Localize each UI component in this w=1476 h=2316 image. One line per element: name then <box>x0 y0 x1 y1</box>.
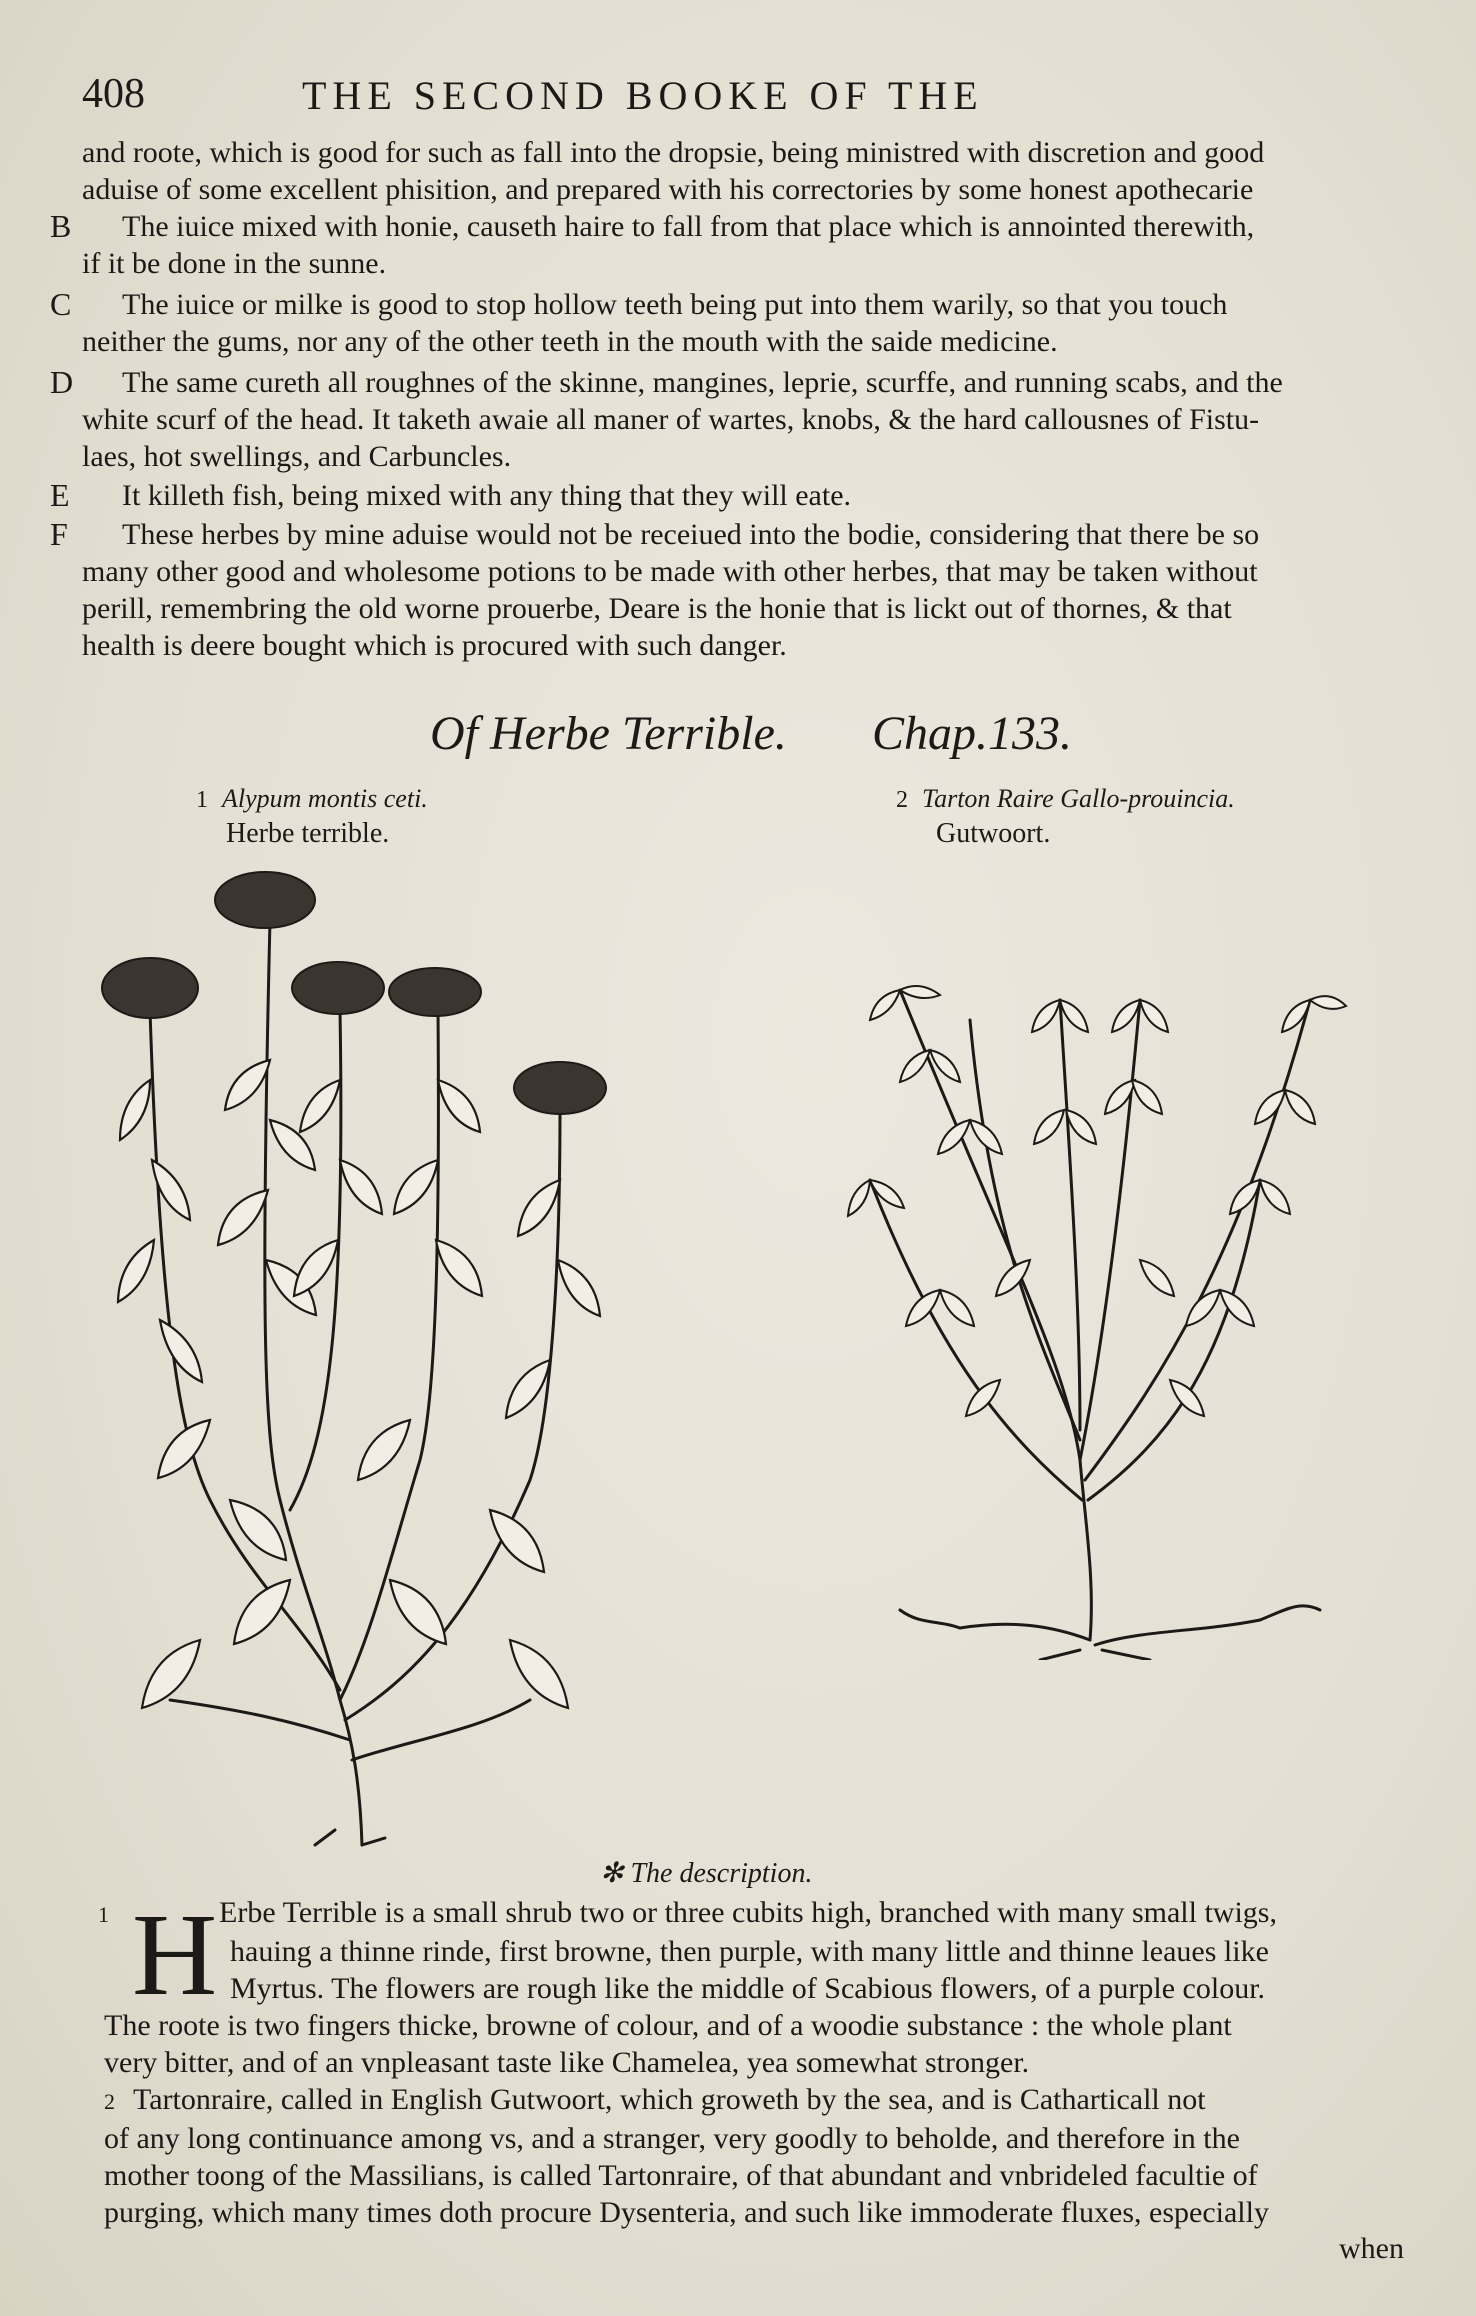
text-line: The iuice mixed with honie, causeth haire to fall from that place which is annointed therewith, <box>122 210 1255 243</box>
figure-english-name: Gutwoort. <box>936 818 1051 849</box>
text-line: very bitter, and of an vnpleasant taste like Chamelea, yea somewhat stronger. <box>104 2046 1030 2079</box>
figure-caption-1 <box>196 782 428 851</box>
text-line: white scurf of the head. It taketh awaie all maner of wartes, knobs, & the hard callousnes of Fistu- <box>82 403 1260 436</box>
chapter-title: Of Herbe Terrible. <box>430 707 787 760</box>
text-line: The iuice or milke is good to stop hollow teeth being put into them warily, so that you touch <box>122 288 1228 321</box>
figure-number: 1 <box>196 787 208 813</box>
chapter-number: Chap.133. <box>872 707 1073 760</box>
paragraph-marker: B <box>50 208 72 244</box>
figure-number: 2 <box>896 787 908 813</box>
paragraph-c <box>50 286 1412 360</box>
text-line: mother toong of the Massilians, is called Tartonraire, of that abundant and vnbrideled facultie of <box>104 2159 1258 2192</box>
text-line: perill, remembring the old worne prouerbe, Deare is the honie that is lickt out of thornes, & that <box>82 592 1232 625</box>
paragraph-marker: E <box>50 477 70 513</box>
description-text <box>98 1889 1418 2231</box>
paragraph-marker: F <box>50 516 68 552</box>
text-line: health is deere bought which is procured with such danger. <box>82 629 787 662</box>
text-line: and roote, which is good for such as fall into the dropsie, being ministred with discretion and good <box>82 136 1265 169</box>
figure-latin-name: Tarton Raire Gallo-prouincia. <box>922 784 1235 813</box>
catchword: when <box>1339 2232 1404 2265</box>
figure-english-name: Herbe terrible. <box>226 818 390 849</box>
text-line: 2 Tartonraire, called in English Gutwoort, which groweth by the sea, and is Catharticall not <box>104 2083 1206 2116</box>
text-line: of any long continuance among vs, and a stranger, very goodly to beholde, and therefore in the <box>104 2122 1240 2155</box>
herbe-terrible-woodcut <box>90 860 630 1850</box>
text-line: if it be done in the sunne. <box>82 247 387 280</box>
paragraph-b <box>50 208 1412 282</box>
paragraph-number: 2 <box>104 2089 115 2114</box>
figure-caption-2 <box>896 782 1235 851</box>
paragraph-d <box>50 364 1412 475</box>
top-text-block <box>50 134 1412 664</box>
text-line: Myrtus. The flowers are rough like the middle of Scabious flowers, of a purple colour. <box>230 1972 1266 2005</box>
text-line: The same cureth all roughnes of the skinne, mangines, leprie, scurffe, and running scabs, and the <box>122 366 1283 399</box>
text-line: The roote is two fingers thicke, browne of colour, and of a woodie substance : the whole plant <box>104 2009 1232 2042</box>
text-line: 1 Erbe Terrible is a small shrub two or three cubits high, branched with many small twigs, <box>98 1896 1277 1929</box>
text-line: purging, which many times doth procure Dysenteria, and such like immoderate fluxes, especially <box>104 2196 1269 2229</box>
page-header <box>82 70 1402 126</box>
drop-capital: H <box>132 1889 218 2020</box>
text-line: It killeth fish, being mixed with any thing that they will eate. <box>122 479 852 512</box>
text-line: These herbes by mine aduise would not be receiued into the bodie, considering that there be so <box>122 518 1260 551</box>
paragraph-marker: D <box>50 364 74 400</box>
description-heading: ✻ The description. <box>600 1858 813 1889</box>
text-line: aduise of some excellent phisition, and prepared with his correctories by some honest apothecarie <box>82 173 1254 206</box>
gutwoort-woodcut <box>840 960 1360 1660</box>
paragraph-number: 1 <box>98 1902 109 1927</box>
text-line: neither the gums, nor any of the other teeth in the mouth with the saide medicine. <box>82 325 1058 358</box>
text-line: laes, hot swellings, and Carbuncles. <box>82 440 512 473</box>
folio-number: 408 <box>82 71 145 117</box>
running-head: THE SECOND BOOKE OF THE <box>302 73 984 118</box>
paragraph-marker: C <box>50 286 72 322</box>
paragraph-f <box>50 516 1412 664</box>
text-line: hauing a thinne rinde, first browne, then purple, with many little and thinne leaues like <box>230 1935 1269 1968</box>
text-line: many other good and wholesome potions to be made with other herbes, that may be taken without <box>82 555 1258 588</box>
paragraph-continuation <box>82 134 1412 208</box>
paragraph-e <box>50 477 1412 514</box>
figure-latin-name: Alypum montis ceti. <box>222 784 428 813</box>
